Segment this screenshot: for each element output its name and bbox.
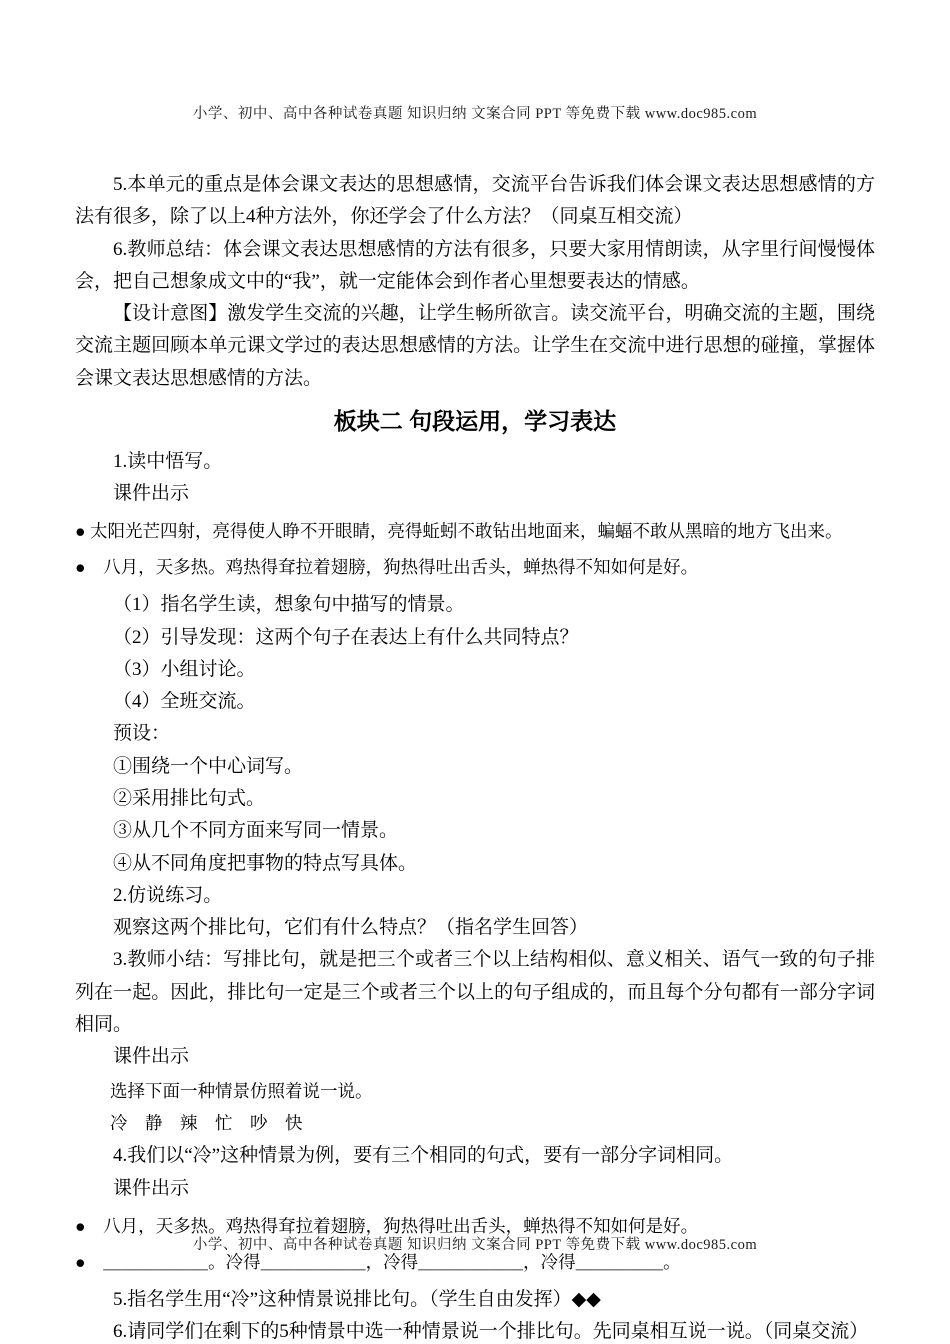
paragraph: 2.仿说练习。 — [113, 884, 223, 906]
paragraph: ● ＿＿＿＿＿＿。冷得＿＿＿＿＿＿，冷得＿＿＿＿＿＿，冷得＿＿＿＿＿。 — [75, 1251, 681, 1272]
paragraph: 6.请同学们在剩下的5种情景中选一种情景说一个排比句。先同桌相互说一说。（同桌交流） — [113, 1321, 869, 1343]
paragraph: 选择下面一种情景仿照着说一说。 — [110, 1080, 373, 1101]
paragraph: ③从几个不同方面来写同一情景。 — [113, 820, 399, 842]
paragraph: （4）全班交流。 — [113, 691, 256, 713]
paragraph: 5.本单元的重点是体会课文表达的思想感情，交流平台告诉我们体会课文表达思想感情的方法有很多，除了以上4种方法外，你还学会了什么方法？（同桌互相交流） — [75, 174, 875, 228]
paragraph: 3.教师小结：写排比句，就是把三个或者三个以上结构相似、意义相关、语气一致的句子排列在一起。因此，排比句一定是三个或者三个以上的句子组成的，而且每个分句都有一部分字词相同。 — [75, 949, 875, 1036]
paragraph: ● 八月，天多热。鸡热得耷拉着翅膀，狗热得吐出舌头，蝉热得不知如何是好。 — [75, 557, 699, 578]
paragraph: ②采用排比句式。 — [113, 788, 266, 809]
paragraph: 冷 静 辣 忙 吵 快 — [110, 1112, 303, 1133]
paragraph: ①围绕一个中心词写。 — [113, 755, 304, 777]
page-footer: 小学、初中、高中各种试卷真题 知识归纳 文案合同 PPT 等免费下载 www.doc985.com — [192, 1237, 758, 1253]
section-heading: 板块二 句段运用，学习表达 — [333, 408, 617, 435]
paragraph: 课件出示 — [113, 483, 190, 505]
paragraph: 观察这两个排比句，它们有什么特点？（指名学生回答） — [113, 917, 589, 939]
paragraph: 课件出示 — [113, 1177, 190, 1199]
paragraph: ④从不同角度把事物的特点写具体。 — [113, 852, 418, 874]
paragraph: 【设计意图】激发学生交流的兴趣，让学生畅所欲言。读交流平台，明确交流的主题，围绕交流主题回顾本单元课文学过的表达思想感情的方法。让学生在交流中进行思想的碰撞，掌握体会课文表达思想感情的方法。 — [75, 303, 875, 389]
paragraph: （1）指名学生读，想象句中描写的情景。 — [113, 594, 465, 616]
page-header: 小学、初中、高中各种试卷真题 知识归纳 文案合同 PPT 等免费下载 www.doc985.com — [192, 106, 758, 122]
paragraph: （2）引导发现：这两个句子在表达上有什么共同特点？ — [113, 626, 579, 648]
paragraph: 5.指名学生用“冷”这种情景说排比句。（学生自由发挥）◆◆ — [113, 1288, 601, 1310]
document-content — [75, 169, 875, 1344]
paragraph: 预设： — [113, 723, 171, 745]
paragraph: ● 太阳光芒四射，亮得使人睁不开眼睛，亮得蚯蚓不敢钻出地面来，蝙蝠不敢从黑暗的地方飞出来。 — [75, 521, 843, 542]
paragraph: 1.读中悟写。 — [113, 450, 223, 472]
paragraph: （3）小组讨论。 — [113, 658, 256, 680]
paragraph: 6.教师总结：体会课文表达思想感情的方法有很多，只要大家用情朗读，从字里行间慢慢体会，把自己想象成文中的“我”，就一定能体会到作者心里想要表达的情感。 — [75, 238, 875, 292]
paragraph: 4.我们以“冷”这种情景为例，要有三个相同的句式，要有一部分字词相同。 — [113, 1145, 734, 1167]
paragraph: ● 八月，天多热。鸡热得耷拉着翅膀，狗热得吐出舌头，蝉热得不知如何是好。 — [75, 1216, 699, 1237]
paragraph: 课件出示 — [113, 1046, 190, 1068]
